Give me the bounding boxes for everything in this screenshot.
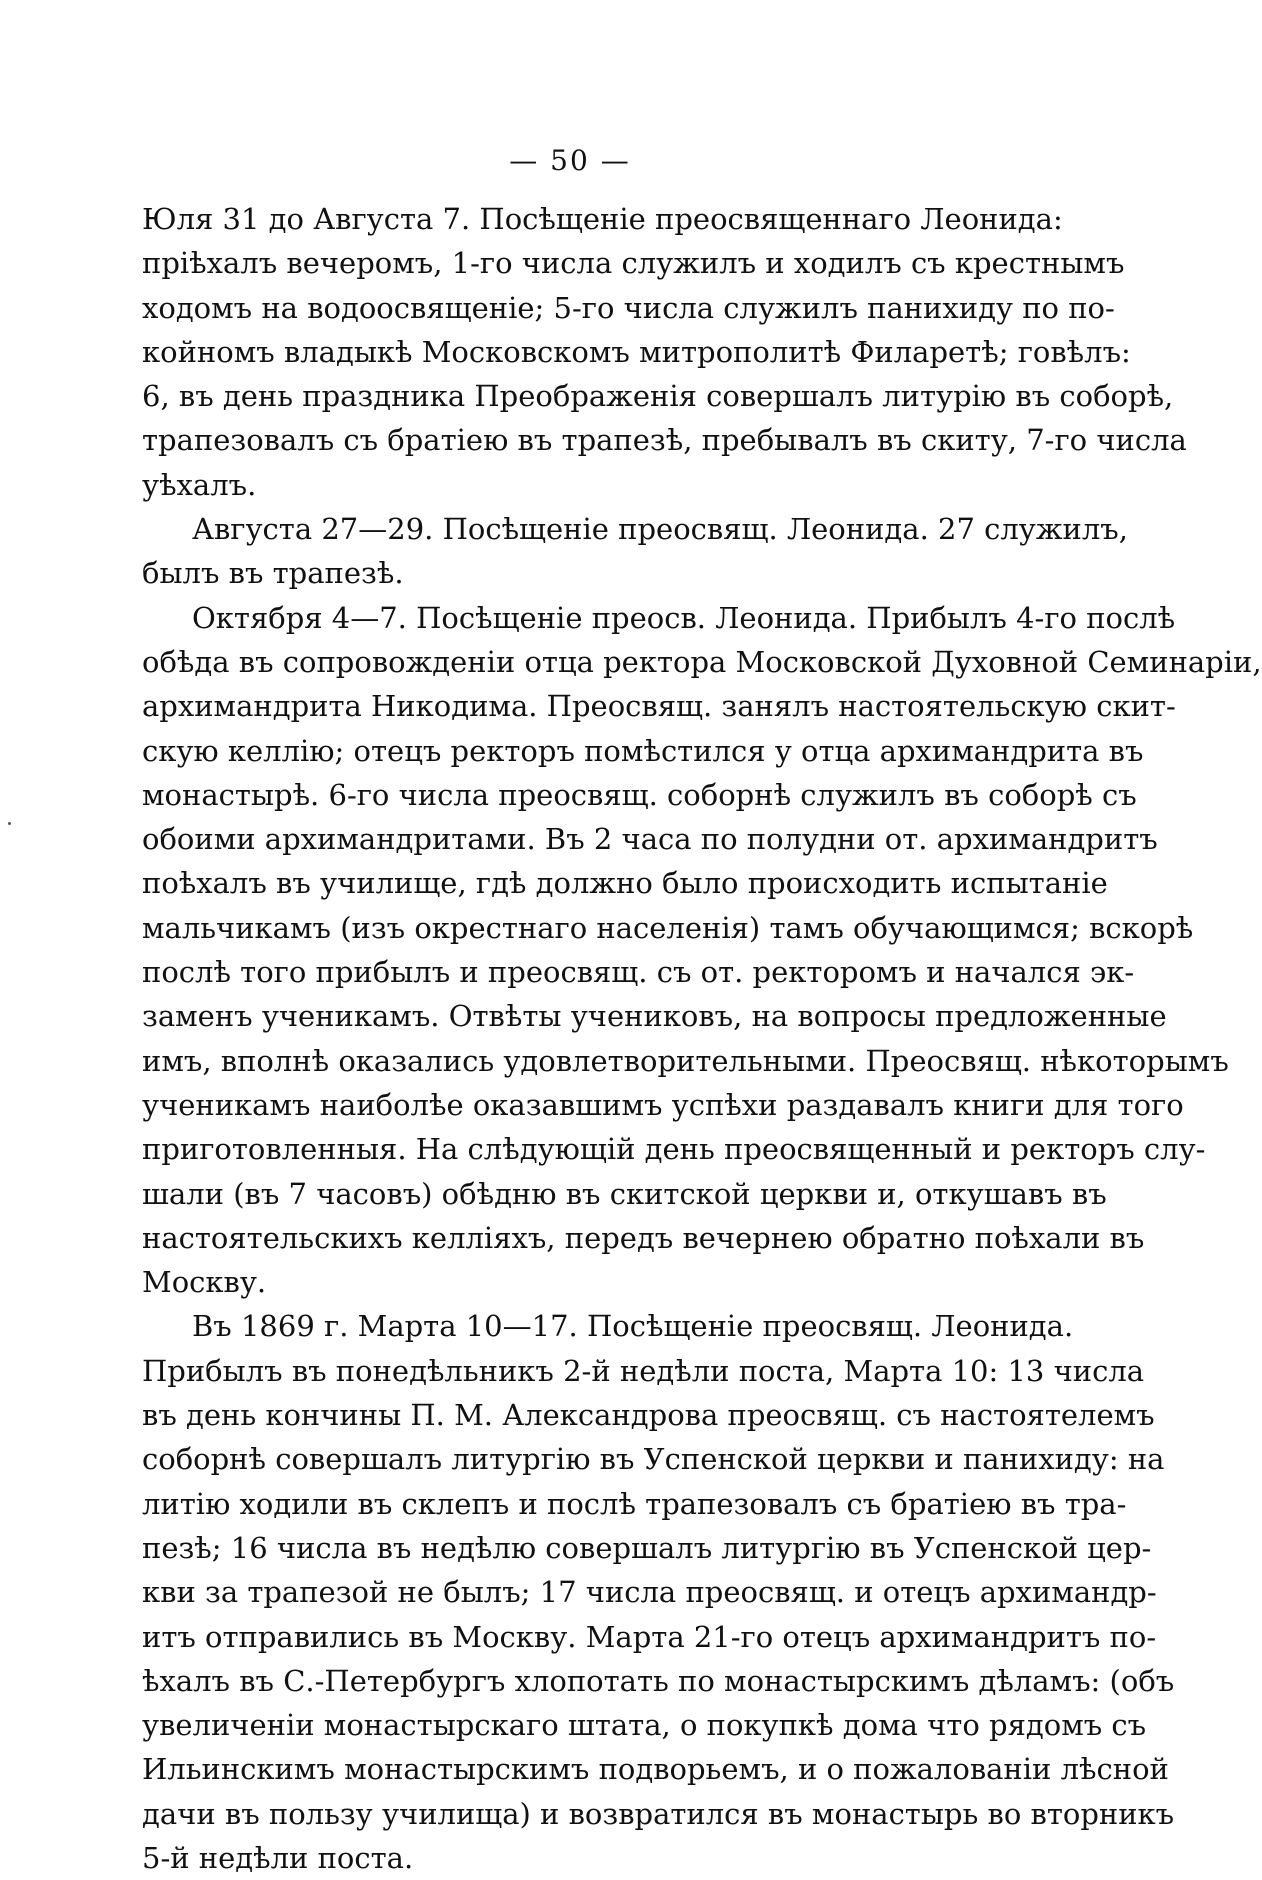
text-line: поѣхалъ въ училище, гдѣ должно было происходить испытаніе: [142, 866, 1108, 901]
text-line: итъ отправились въ Москву. Марта 21-го отецъ архимандритъ по-: [142, 1619, 1157, 1654]
text-line: Прибылъ въ понедѣльникъ 2-й недѣли поста, Марта 10: 13 числа: [142, 1353, 1145, 1388]
text-line: Москву.: [142, 1265, 267, 1300]
text-line: Въ 1869 г. Марта 10—17. Посѣщеніе преосвящ. Леонида.: [192, 1309, 1074, 1344]
text-line: мальчикамъ (изъ окрестнаго населенія) тамъ обучающимся; вскорѣ: [142, 910, 1194, 945]
text-line: монастырѣ. 6-го числа преосвящ. соборнѣ служилъ въ соборѣ съ: [142, 777, 1137, 812]
text-line: трапезовалъ съ братіею въ трапезѣ, пребывалъ въ скиту, 7-го числа: [142, 423, 1187, 458]
margin-speck: [8, 822, 11, 825]
page-number: — 50 —: [509, 144, 631, 177]
text-line: 6, въ день праздника Преображенія совершалъ литурію въ соборѣ,: [142, 379, 1174, 414]
text-line: ѣхалъ въ С.-Петербургъ хлопотать по монастырскимъ дѣламъ: (объ: [142, 1663, 1175, 1698]
text-line: дачи въ пользу училища) и возвратился въ монастырь во вторникъ: [142, 1796, 1175, 1831]
text-line: койномъ владыкѣ Московскомъ митрополитѣ Филаретѣ; говѣлъ:: [142, 334, 1131, 369]
text-line: пріѣхалъ вечеромъ, 1-го числа служилъ и ходилъ съ крестнымъ: [142, 246, 1125, 281]
text-line: литію ходили въ склепъ и послѣ трапезовалъ съ братіею въ тра-: [142, 1486, 1127, 1521]
text-line: Юля 31 до Августа 7. Посѣщеніе преосвященнаго Леонида:: [142, 202, 1063, 236]
text-line: увеличеніи монастырскаго штата, о покупкѣ дома что рядомъ съ: [142, 1708, 1147, 1743]
text-line: соборнѣ совершалъ литургію въ Успенской церкви и панихиду: на: [142, 1442, 1165, 1477]
text-line: Октября 4—7. Посѣщеніе преосв. Леонида. Прибылъ 4-го послѣ: [192, 600, 1176, 635]
text-line: пезѣ; 16 числа въ недѣлю совершалъ литургію въ Успенской цер-: [142, 1530, 1152, 1565]
body-text: [142, 197, 1262, 1880]
text-line: Ильинскимъ монастырскимъ подворьемъ, и о пожалованіи лѣсной: [142, 1752, 1169, 1787]
text-line: Августа 27—29. Посѣщеніе преосвящ. Леонида. 27 служилъ,: [192, 512, 1128, 547]
text-line: кви за трапезой не былъ; 17 числа преосвящ. и отецъ архимандр-: [142, 1575, 1157, 1610]
text-line: обѣда въ сопровожденіи отца ректора Московской Духовной Семинаріи,: [142, 644, 1262, 679]
text-line: скую келлію; отецъ ректоръ помѣстился у отца архимандрита въ: [142, 733, 1144, 768]
text-line: въ день кончины П. М. Александрова преосвящ. съ настоятелемъ: [142, 1398, 1155, 1433]
text-line: былъ въ трапезѣ.: [142, 556, 404, 591]
text-line: шали (въ 7 часовъ) обѣдню въ скитской церкви и, откушавъ въ: [142, 1176, 1107, 1211]
text-line: послѣ того прибылъ и преосвящ. съ от. ректоромъ и начался эк-: [142, 955, 1135, 990]
text-line: заменъ ученикамъ. Отвѣты учениковъ, на вопросы предложенные: [142, 999, 1167, 1034]
text-line: имъ, вполнѣ оказались удовлетворительными. Преосвящ. нѣкоторымъ: [142, 1043, 1229, 1078]
text-line: ходомъ на водоосвященіе; 5-го числа служилъ панихиду по по-: [142, 290, 1115, 325]
text-line: архимандрита Никодима. Преосвящ. занялъ настоятельскую скит-: [142, 689, 1176, 724]
text-line: 5-й недѣли поста.: [142, 1840, 414, 1875]
text-line: ученикамъ наиболѣе оказавшимъ успѣхи раздавалъ книги для того: [142, 1087, 1184, 1122]
text-line: обоими архимандритами. Въ 2 часа по полудни от. архимандритъ: [142, 822, 1158, 857]
text-line: настоятельскихъ келліяхъ, передъ вечернею обратно поѣхали въ: [142, 1220, 1145, 1255]
text-line: приготовленныя. На слѣдующій день преосвященный и ректоръ слу-: [142, 1132, 1206, 1167]
text-line: уѣхалъ.: [142, 467, 257, 502]
